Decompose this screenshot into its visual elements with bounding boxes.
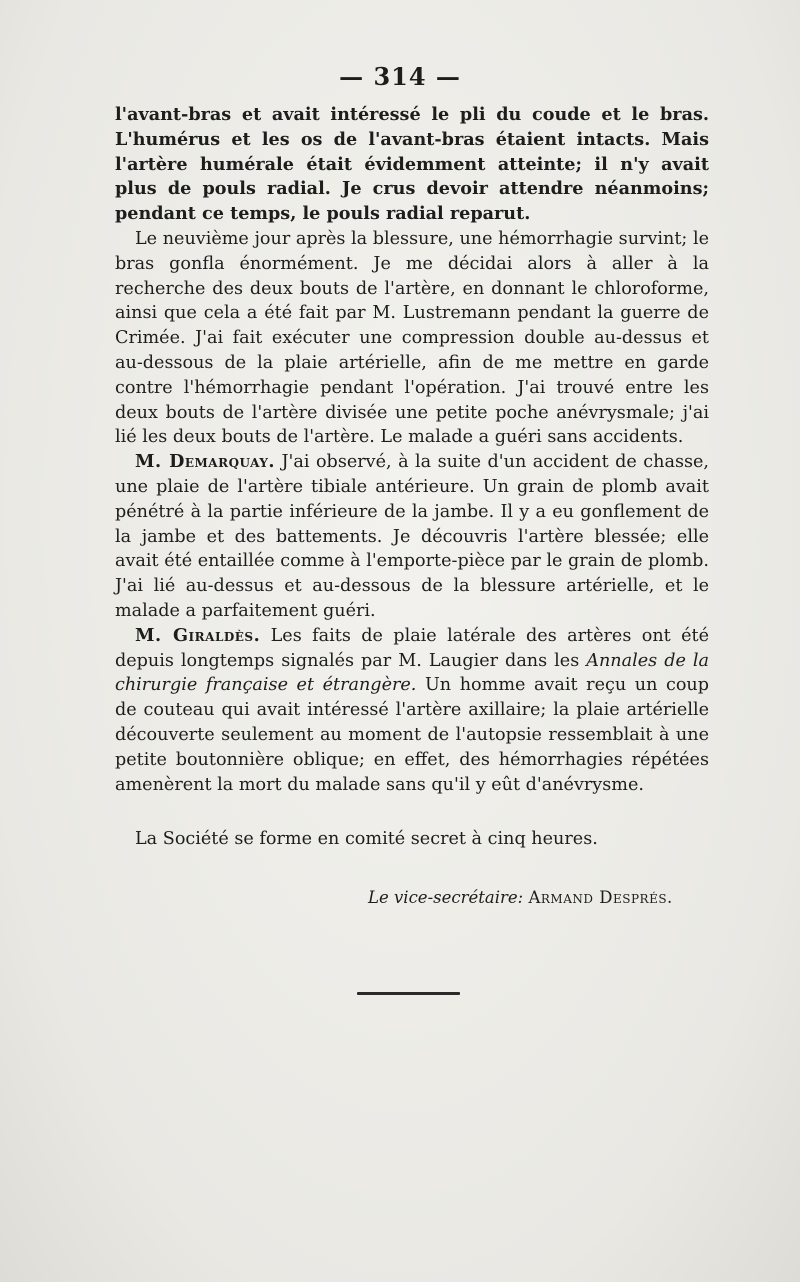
end-rule xyxy=(357,992,460,995)
paragraph-continuation: l'avant-bras et avait intéressé le pli du coude et le bras. L'humérus et les os de l'avant-bras étaient intacts. Mais l'artère humérale était évidemment atteinte; il n'y avait plus de pouls radial. Je crus devoir attendre néanmoins; pendant ce temps, le pouls radial reparut. xyxy=(115,104,709,225)
speaker-demarquay: M. Demarquay. xyxy=(135,451,276,473)
signature-role: Le vice-secrétaire: xyxy=(368,888,524,907)
paragraph-giraldes xyxy=(115,624,709,798)
paragraph-hemorrhage: Le neuvième jour après la blessure, une hémorrhagie survint; le bras gonfla énormément. Je me décidai alors à aller à la recherche des deux bouts de l'artère, en donnant le chloroforme, ainsi que cela a été fait par M. Lustremann pendant la guerre de Crimée. J'ai fait exécuter une compression double au-dessus et au-dessous de la plaie artérielle, afin de me mettre en garde contre l'hémorrhagie pendant l'opération. J'ai trouvé entre les deux bouts de l'artère divisée une petite poche anévrysmale; j'ai lié les deux bouts de l'artère. Le malade a guéri sans accidents. xyxy=(115,228,709,448)
paragraph-giraldes-text-b: Un homme avait reçu un coup de couteau qui avait intéressé l'artère axillaire; la plaie artérielle découverte seulement au moment de l'autopsie ressemblait à une petite boutonnière oblique; en effet, des hémorrhagies répétées amenèrent la mort du malade sans qu'il y eût d'anévrysme. xyxy=(115,675,710,795)
paragraph-demarquay xyxy=(115,450,709,624)
closing-line: La Société se forme en comité secret à cinq heures. xyxy=(135,829,598,849)
paragraph-demarquay-text: J'ai observé, à la suite d'un accident de chasse, une plaie de l'artère tibiale antérieure. Un grain de plomb avait pénétré à la partie inférieure de la jambe. Il y a eu gonflement de la jambe et des battements. Je découvris l'artère blessée; elle avait été entaillée comme à l'emporte-pièce par le grain de plomb. J'ai lié au-dessus et au-dessous de la blessure artérielle, et le malade a parfaitement guéri. xyxy=(115,452,710,621)
speaker-giraldes: M. Giraldès. xyxy=(135,624,261,646)
journal-title: Annales de la chirurgie française et étrangère. xyxy=(115,650,710,696)
body-text xyxy=(115,103,709,797)
signature xyxy=(368,886,673,910)
paragraph-giraldes-text-a: Les faits de plaie latérale des artères ont été depuis longtemps signalés par M. Laugier dans les xyxy=(115,625,710,671)
signature-name: Armand Després. xyxy=(528,888,673,907)
page-number: — 314 — xyxy=(339,62,461,91)
